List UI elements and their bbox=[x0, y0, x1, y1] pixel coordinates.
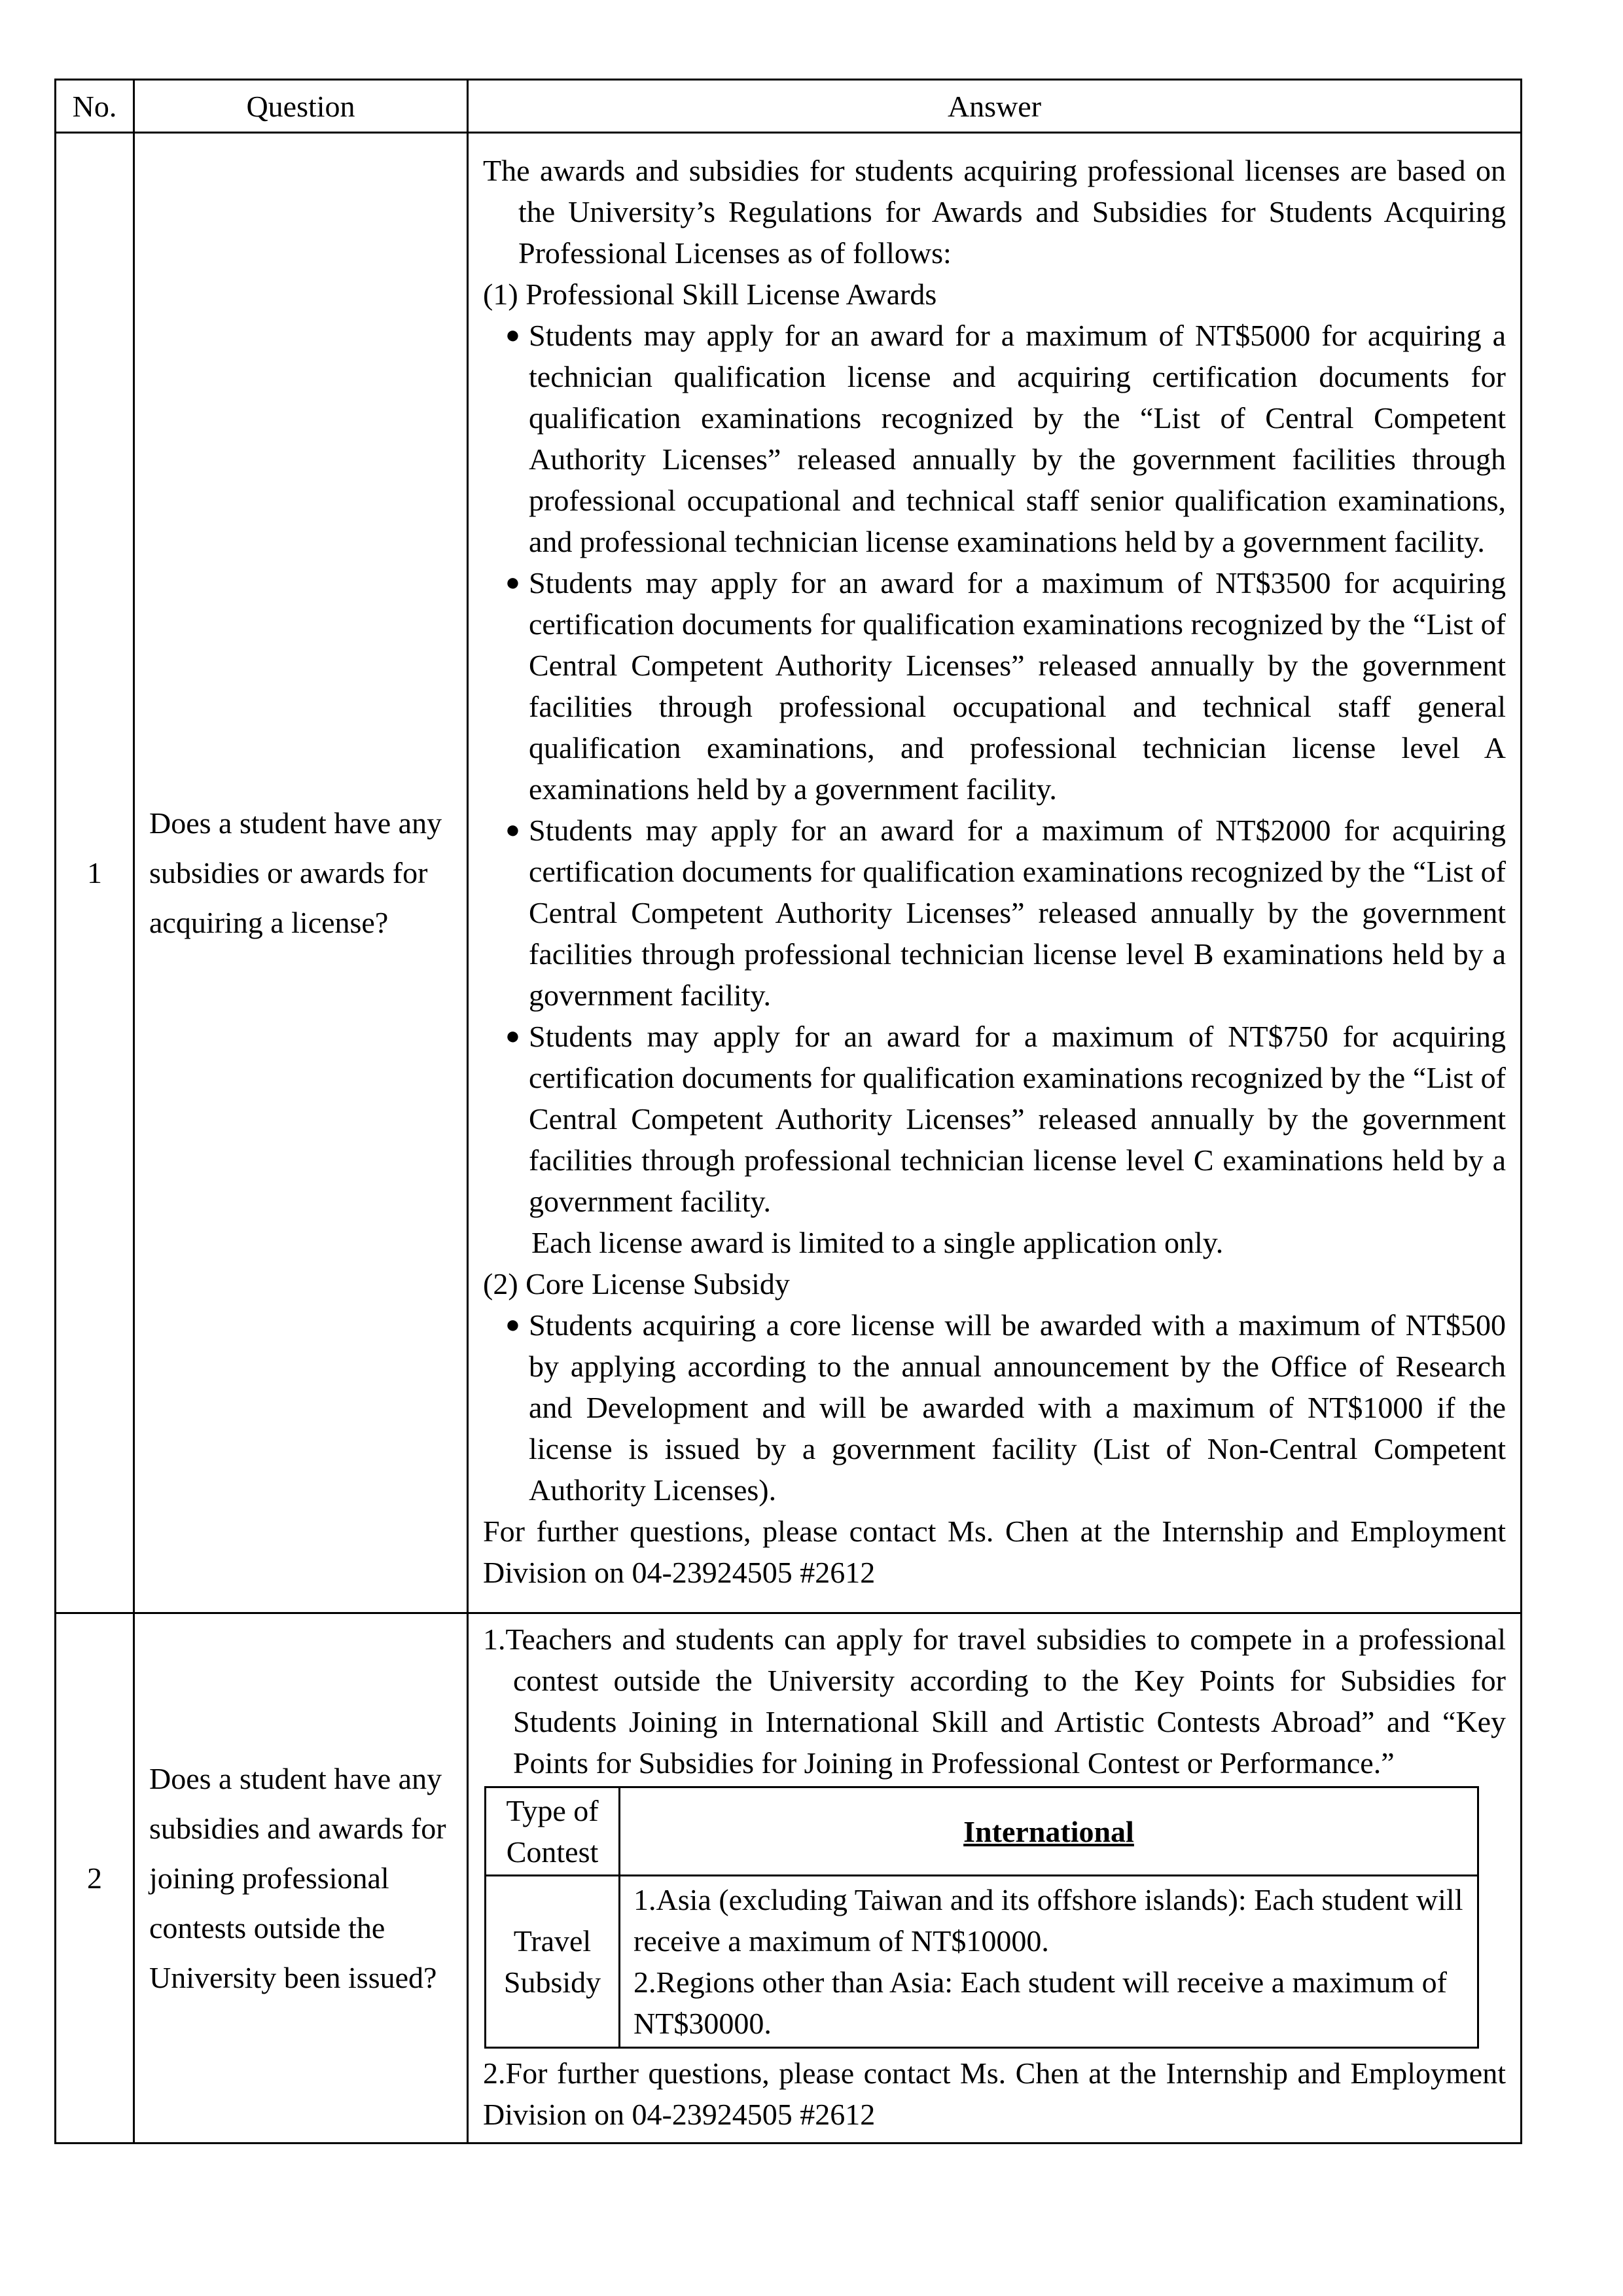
bullet-icon: ● bbox=[505, 569, 520, 596]
bullet-text: Students may apply for an award for a maximum of NT$2000 for acquiring certification documents for qualification examinations recognized by the “List of Central Competent Authority Licenses” released annually by the government facilities through professional technician license level B examinations held by a government facility. bbox=[529, 814, 1506, 1012]
section-title: (1) Professional Skill License Awards bbox=[483, 278, 937, 311]
travel-item-asia: 1.Asia (excluding Taiwan and its offshore islands): Each student will receive a maximum of NT$10000. bbox=[633, 1883, 1463, 1958]
bullet-item bbox=[483, 315, 1506, 562]
row-number: 2 bbox=[56, 1613, 134, 2144]
header-row bbox=[56, 80, 1522, 133]
bullet-item bbox=[483, 562, 1506, 810]
travel-subsidy-row bbox=[486, 1876, 1478, 2048]
limit-note: Each license award is limited to a single application only. bbox=[531, 1226, 1224, 1259]
travel-item-other-regions: 2.Regions other than Asia: Each student will receive a maximum of NT$30000. bbox=[633, 1965, 1447, 2040]
question-cell: Does a student have any subsidies and awards for joining professional contests outside the University been issued? bbox=[134, 1613, 468, 2144]
header-answer: Answer bbox=[468, 80, 1522, 133]
contact-info: For further questions, please contact Ms. Chen at the Internship and Employment Division on 04-23924505 #2612 bbox=[483, 1515, 1506, 1589]
answer-content bbox=[483, 150, 1506, 1593]
answer-item-1: 1.Teachers and students can apply for travel subsidies to compete in a professional contest outside the University according to the Key Points for Subsidies for Students Joining in International Skill and Artistic Contests Abroad” and “Key Points for Subsidies for Joining in Professional Contest or Performance.” bbox=[483, 1623, 1506, 1780]
bullet-icon: ● bbox=[505, 1311, 520, 1338]
bullet-icon: ● bbox=[505, 1022, 520, 1050]
bullet-text: Students may apply for an award for a maximum of NT$3500 for acquiring certification documents for qualification examinations recognized by the “List of Central Competent Authority Licenses” released annually by the government facilities through professional occupational and technical staff general qualification examinations, and professional technician license level A examinations held by a government facility. bbox=[529, 566, 1506, 806]
answer-cell bbox=[468, 1613, 1522, 2144]
header-no: No. bbox=[56, 80, 134, 133]
travel-subsidy-details bbox=[620, 1876, 1478, 2048]
answer-content bbox=[483, 1619, 1506, 2135]
header-question: Question bbox=[134, 80, 468, 133]
bullet-item bbox=[483, 1304, 1506, 1511]
table-row bbox=[56, 1613, 1522, 2144]
bullet-text: Students may apply for an award for a maximum of NT$5000 for acquiring a technician qualification license and acquiring certification documents for qualification examinations recognized by the “List of Central Competent Authority Licenses” released annually by the government facilities through professional occupational and technical staff senior qualification examinations, and professional technician license examinations held by a government facility. bbox=[529, 319, 1506, 558]
type-of-contest-label: Type of Contest bbox=[486, 1787, 620, 1876]
answer-item-2: 2.For further questions, please contact Ms. Chen at the Internship and Employment Division on 04-23924505 #2612 bbox=[483, 2056, 1506, 2131]
section-title: (2) Core License Subsidy bbox=[483, 1267, 790, 1300]
bullet-text: Students acquiring a core license will be awarded with a maximum of NT$500 by applying according to the annual announcement by the Office of Research and Development and will be awarded with a maximum of NT$1000 if the license is issued by a government facility (List of Non-Central Competent Authority Licenses). bbox=[529, 1308, 1506, 1507]
bullet-icon: ● bbox=[505, 816, 520, 844]
bullet-text: Students may apply for an award for a maximum of NT$750 for acquiring certification documents for qualification examinations recognized by the “List of Central Competent Authority Licenses” released annually by the government facilities through professional technician license level C examinations held by a government facility. bbox=[529, 1020, 1506, 1218]
row-number: 1 bbox=[56, 133, 134, 1613]
bullet-icon: ● bbox=[505, 321, 520, 349]
bullet-item bbox=[483, 810, 1506, 1016]
contest-header-row bbox=[486, 1787, 1478, 1876]
table-row bbox=[56, 133, 1522, 1613]
contest-subsidy-table bbox=[484, 1786, 1479, 2049]
answer-cell bbox=[468, 133, 1522, 1613]
travel-subsidy-label: Travel Subsidy bbox=[486, 1876, 620, 2048]
international-label: International bbox=[620, 1787, 1478, 1876]
bullet-item bbox=[483, 1016, 1506, 1222]
question-cell: Does a student have any subsidies or awards for acquiring a license? bbox=[134, 133, 468, 1613]
faq-table bbox=[54, 79, 1522, 2144]
answer-intro: The awards and subsidies for students acquiring professional licenses are based on the University’s Regulations for Awards and Subsidies for Students Acquiring Professional Licenses as of follows: bbox=[483, 154, 1506, 270]
